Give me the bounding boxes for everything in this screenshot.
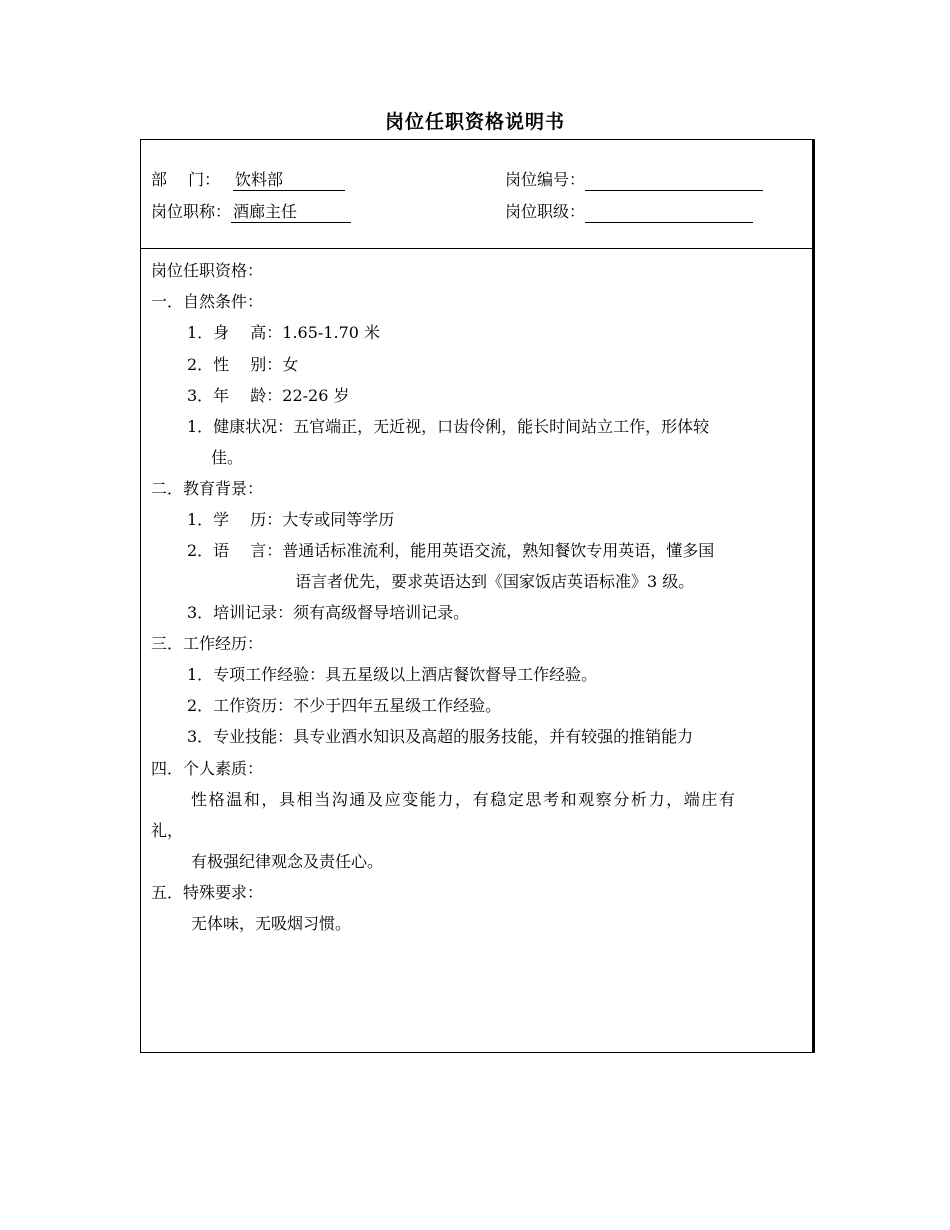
paragraph: 性格温和，具相当沟通及应变能力，有稳定思考和观察分析力，端庄有 [191,790,737,809]
position-grade-field [505,201,753,223]
list-item: 2．语 言：普通话标准流利，能用英语交流，熟知餐饮专用英语，懂多国 [187,541,715,560]
page-title: 岗位任职资格说明书 [384,111,565,133]
list-item: 3．专业技能：具专业酒水知识及高超的服务技能，并有较强的推销能力 [187,727,694,746]
list-item: 2．性 别：女 [187,355,299,374]
paragraph: 有极强纪律观念及责任心。 [191,852,384,871]
department-value: 饮料部 [233,169,345,191]
qualification-form [140,139,813,1053]
position-code-field [505,169,763,191]
section-heading: 四．个人素质： [151,759,264,778]
section-heading: 二．教育背景： [151,479,264,498]
list-item: 2．工作资历：不少于四年五星级工作经验。 [187,696,502,715]
department-field [151,169,345,191]
position-code-value [585,169,763,191]
position-title-value: 酒廊主任 [231,201,351,223]
position-grade-value [585,201,753,223]
list-item: 3．年 龄：22-26 岁 [187,386,350,405]
list-item-continuation: 语言者优先，要求英语达到《国家饭店英语标准》3 级。 [295,572,695,591]
qualification-heading: 岗位任职资格： [151,261,264,280]
section-heading: 五．特殊要求： [151,883,264,902]
list-item: 3．培训记录：须有高级督导培训记录。 [187,603,470,622]
position-title-field [151,201,351,223]
form-header [141,140,812,249]
section-heading: 三．工作经历： [151,634,264,653]
section-heading: 一．自然条件： [151,292,264,311]
list-item: 1．专项工作经验：具五星级以上酒店餐饮督导工作经验。 [187,665,598,684]
list-item: 1．身 高：1.65-1.70 米 [187,323,381,342]
paragraph-continuation: 礼， [151,821,184,840]
position-title-label: 岗位职称： [151,202,232,221]
position-grade-label: 岗位职级： [505,202,586,221]
list-item-continuation: 佳。 [211,448,244,467]
list-item: 1．学 历：大专或同等学历 [187,510,395,529]
list-item: 1．健康状况：五官端正，无近视，口齿伶俐，能长时间站立工作，形体较 [187,417,710,436]
department-label: 部 门： [151,170,221,189]
paragraph: 无体味，无吸烟习惯。 [191,914,352,933]
position-code-label: 岗位编号： [505,170,586,189]
